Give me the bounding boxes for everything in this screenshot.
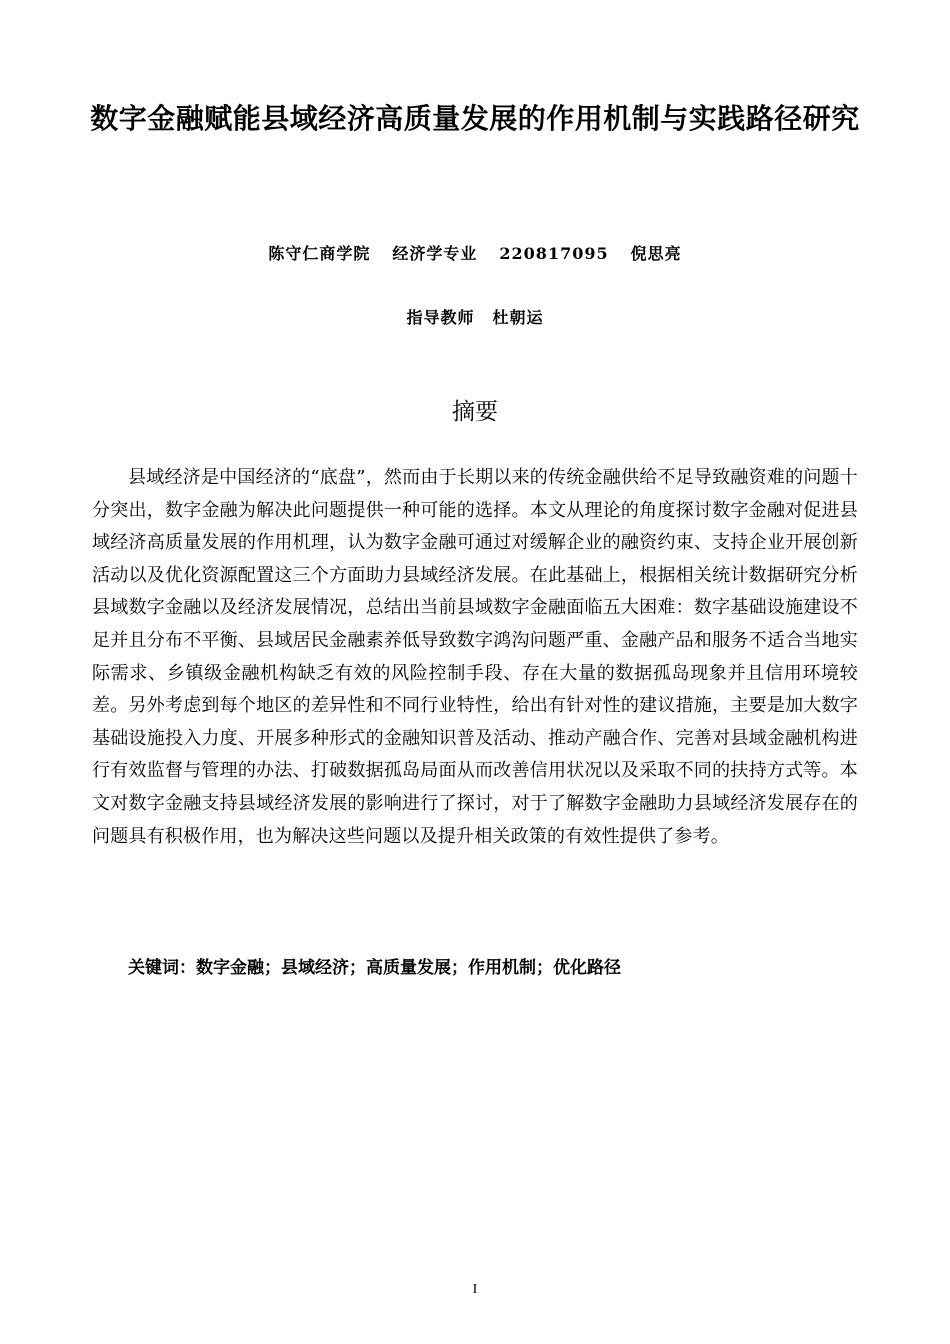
advisor-name: 杜朝运: [492, 308, 544, 327]
keywords-line: 关键词：数字金融；县域经济；高质量发展；作用机制；优化路径: [128, 958, 621, 978]
abstract-heading: 摘要: [452, 399, 498, 425]
advisor-info: [0, 306, 950, 330]
author-info: [0, 242, 950, 266]
advisor-label: 指导教师: [406, 308, 475, 327]
student-id: 220817095: [499, 244, 609, 263]
college-name: 陈守仁商学院: [268, 244, 371, 263]
abstract-paragraph: 县域经济是中国经济的“底盘”，然而由于长期以来的传统金融供给不足导致融资难的问题十分突出，数字金融为解决此问题提供一种可能的选择。本文从理论的角度探讨数字金融对促进县域经济高质量发展的作用机理，认为数字金融可通过对缓解企业的融资约束、支持企业开展创新活动以及优化资源配置这三个方面助力县域经济发展。在此基础上，根据相关统计数据研究分析县域数字金融以及经济发展情况，总结出当前县域数字金融面临五大困难：数字基础设施建设不足并且分布不平衡、县域居民金融素养低导致数字鸿沟问题严重、金融产品和服务不适合当地实际需求、乡镇级金融机构缺乏有效的风险控制手段、存在大量的数据孤岛现象并且信用环境较差。另外考虑到每个地区的差异性和不同行业特性，给出有针对性的建议措施，主要是加大数字基础设施投入力度、开展多种形式的金融知识普及活动、推动产融合作、完善对县域金融机构进行有效监督与管理的办法、打破数据孤岛局面从而改善信用状况以及采取不同的扶持方式等。本文对数字金融支持县域经济发展的影响进行了探讨，对于了解数字金融助力县域经济发展存在的问题具有积极作用，也为解决这些问题以及提升相关政策的有效性提供了参考。: [92, 467, 858, 847]
page-title: 数字金融赋能县域经济高质量发展的作用机制与实践路径研究: [90, 102, 860, 135]
page-number: I: [472, 1282, 478, 1297]
major-name: 经济学专业: [392, 244, 478, 263]
author-name: 倪思亮: [630, 244, 682, 263]
